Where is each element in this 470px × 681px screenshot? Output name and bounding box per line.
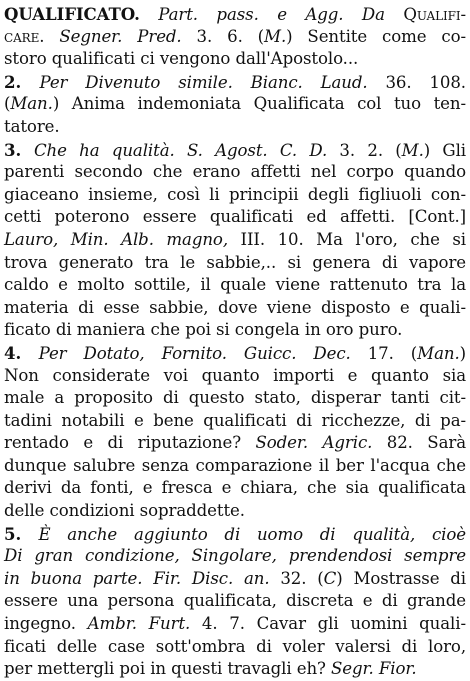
italic-text: M.: [401, 140, 424, 160]
text-run: Non considerate voi quanto importi e quanto sia: [4, 365, 466, 385]
italic-text: Man.: [10, 94, 53, 114]
text-run: (: [4, 94, 11, 114]
text-line: [4, 613, 466, 636]
text-run: [44, 27, 59, 46]
text-run: care.: [4, 26, 45, 46]
italic-text: Segr. Fior.: [331, 659, 417, 679]
italic-text: Lauro, Min. Alb. magno,: [4, 229, 228, 249]
italic-text: È anche aggiunto di uomo di qualità, cioè: [38, 524, 466, 544]
text-line: [4, 274, 466, 297]
text-run: 4. 7. Cavar gli uomini quali-: [190, 614, 466, 634]
text-line: [4, 184, 466, 207]
italic-text: M.: [264, 26, 287, 46]
text-line: [4, 229, 466, 252]
text-run: trova generato tra le sabbie,.. si genera di vapore: [4, 252, 466, 272]
text-run: 36. 108.: [367, 72, 466, 92]
text-line: [4, 590, 466, 613]
text-run: derivi da fonti, e fresca e chiara, che sia qualificata: [4, 478, 466, 498]
italic-text: Per Dotato, Fornito. Guicc. Dec.: [38, 343, 351, 363]
italic-text: Ambr. Furt.: [87, 614, 191, 634]
text-line: [4, 93, 466, 116]
sense-number: 2.: [4, 71, 40, 92]
text-line: [4, 636, 466, 659]
text-line: [4, 139, 466, 162]
text-run: 82. Sarà: [372, 433, 466, 453]
italic-text: C: [323, 568, 337, 588]
text-run: 3. 2. (: [327, 140, 402, 160]
text-line: [4, 297, 466, 320]
italic-text: Part. pass. e Agg. Da: [158, 5, 385, 24]
text-line: [4, 116, 466, 139]
text-run: tadini notabili e bene qualificati di ricchezze, di pa-: [4, 410, 466, 430]
italic-text: Per Divenuto simile. Bianc. Laud.: [39, 72, 368, 92]
text-run: per mettergli poi in questi travagli eh?: [4, 659, 332, 679]
text-line: [4, 48, 466, 71]
text-run: tatore.: [4, 116, 60, 136]
text-run: materia di esse sabbie, dove viene disposto e quali-: [4, 297, 466, 317]
text-run: ingegno.: [4, 614, 88, 634]
text-run: essere una persona qualificata, discreta e di grande: [4, 591, 466, 611]
text-line: [4, 3, 466, 26]
italic-text: Di gran condizione, Singolare, prendendosi sempre: [4, 546, 466, 566]
text-run: delle condizioni sopraddette.: [4, 501, 245, 521]
text-run: cetti poterono essere qualificati ed affetti. [Cont.]: [4, 207, 466, 227]
text-run: giaceano insieme, così li principii degli figliuoli con-: [4, 184, 466, 204]
sense-number: QUALIFICATO.: [4, 4, 140, 24]
text-line: [4, 252, 466, 275]
text-line: [4, 26, 466, 49]
sense-number: 3.: [4, 139, 34, 160]
text-run: 17. (: [350, 343, 418, 363]
text-line: [4, 342, 466, 365]
text-run: III. 10. Ma l'oro, che si: [228, 229, 466, 249]
text-run: [385, 5, 403, 24]
text-run: dunque salubre senza comparazione il ber l'acqua che: [4, 455, 466, 475]
text-run: ficato di maniera che poi si congela in oro puro.: [4, 320, 403, 340]
text-run: ) Sentite come co-: [286, 26, 466, 46]
text-run: parenti secondo che erano affetti nel corpo quando: [4, 162, 466, 182]
italic-text: Man.: [417, 343, 460, 363]
text-run: ) Mostrasse di: [336, 568, 466, 588]
text-line: [4, 432, 466, 455]
dictionary-entry: [4, 3, 466, 681]
text-run: 3. 6. (: [181, 26, 265, 46]
italic-text: Segner. Pred.: [59, 26, 182, 46]
text-line: [4, 523, 466, 546]
italic-text: Soder. Agric.: [255, 433, 373, 453]
text-line: [4, 568, 466, 591]
italic-text: Che ha qualità. S. Agost. C. D.: [33, 140, 328, 160]
text-line: [4, 161, 466, 184]
text-line: [4, 500, 466, 523]
text-line: [4, 319, 466, 342]
sense-number: 5.: [4, 523, 39, 544]
text-run: ) Gli: [423, 140, 466, 160]
text-run: rentado e di riputazione?: [4, 433, 256, 453]
text-line: [4, 365, 466, 388]
text-run: ) Anima indemoniata Qualificata col tuo ten-: [52, 94, 466, 114]
text-line: [4, 206, 466, 229]
text-line: [4, 71, 466, 94]
text-line: [4, 387, 466, 410]
text-line: [4, 477, 466, 500]
text-line: [4, 658, 466, 681]
text-line: [4, 455, 466, 478]
text-run: male a proposito di questo stato, disperar tanti cit-: [4, 388, 466, 408]
text-run: ficati delle case sott'ombra di voler valersi di loro,: [4, 636, 466, 656]
text-run: storo qualificati ci vengono dall'Apostolo...: [4, 49, 359, 69]
text-line: [4, 545, 466, 568]
text-run: Qualifi-: [403, 5, 466, 24]
text-run: 32. (: [269, 568, 324, 588]
sense-number: 4.: [4, 342, 39, 363]
text-run: ): [459, 343, 466, 363]
text-line: [4, 410, 466, 433]
italic-text: in buona parte. Fir. Disc. an.: [4, 568, 270, 588]
text-run: [140, 5, 158, 24]
text-run: caldo e molto sottile, il quale viene rattenuto tra la: [4, 275, 466, 295]
